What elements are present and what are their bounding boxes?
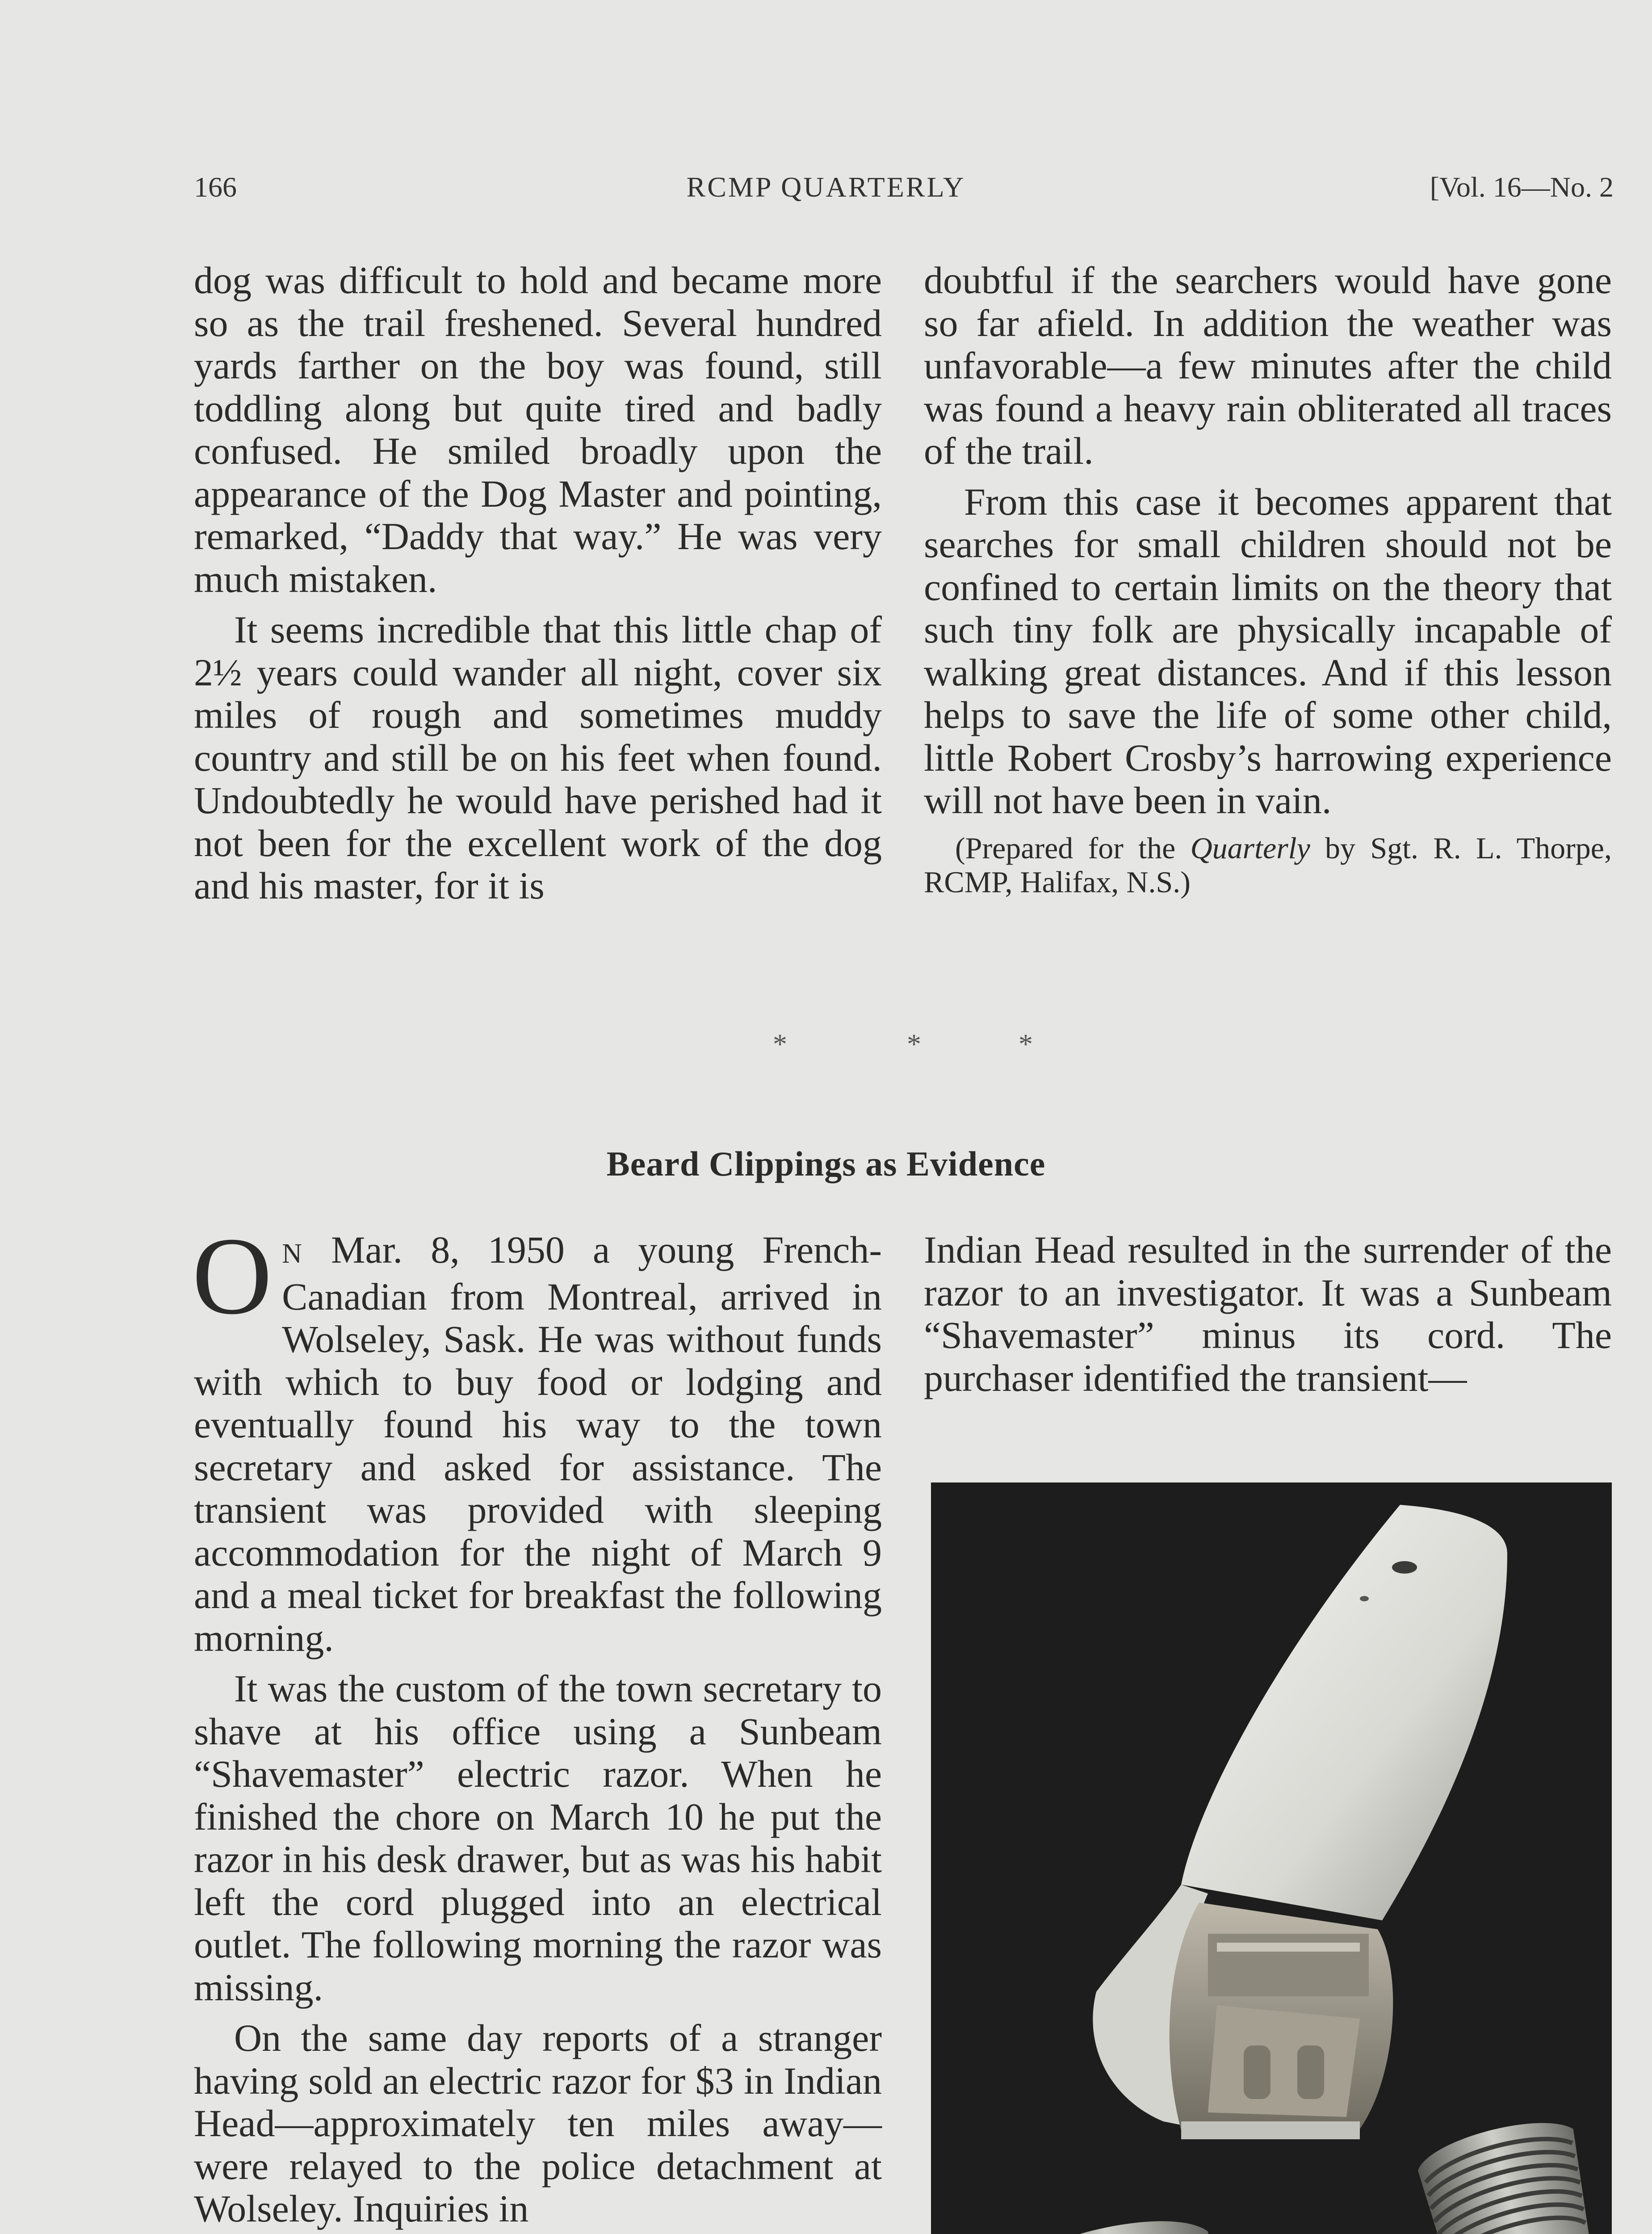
article2-paragraph: Indian Head resulted in the surrender of the razor to an investigator. It was a Sunbeam “Shavemaster” minus its cord. The purchaser identified the transient—: [924, 1228, 1612, 1399]
volume-issue: [Vol. 16—No. 2: [1430, 171, 1614, 203]
article1-right-column: [924, 259, 1612, 899]
page-number: 166: [194, 171, 237, 203]
separator-star: *: [907, 1028, 921, 1060]
drop-cap: O: [192, 1214, 273, 1337]
article2-paragraph: O N Mar. 8, 1950 a young French-Canadian from Montreal, arrived in Wolseley, Sask. He was without funds with which to buy food or lodging and eventually found his way to the town secretary and asked for assistance. The transient was provided with sleeping accommodation for the night of March 9 and a meal ticket for breakfast the following morning.: [192, 1214, 882, 1659]
article2-paragraph: It was the custom of the town secretary to shave at his office using a Sunbeam “Shavemaster” electric razor. When he finished the chore on March 10 he put the razor in his desk drawer, but as was his habit left the cord plugged into an electrical outlet. The following morning the razor was missing.: [194, 1667, 882, 2009]
article2-right-column: [924, 1229, 1612, 1399]
article1-paragraph: From this case it becomes apparent that searches for small children should not be confined to certain limits on the theory that such tiny folk are physically incapable of walking great distances. And if this lesson helps to save the life of some other child, little Robert Crosby’s harrowing experience will not have been in vain.: [924, 480, 1612, 822]
article1-left-column: [194, 259, 882, 907]
article-title: Beard Clippings as Evidence: [606, 1144, 1046, 1183]
article1-paragraph: doubtful if the searchers would have gone so far afield. In addition the weather was unfavorable—a few minutes after the child was found a heavy rain obliterated all traces of the trail.: [924, 259, 1612, 472]
article2-paragraph: On the same day reports of a stranger having sold an electric razor for $3 in Indian Head—approximately ten miles away—were relayed to the police detachment at Wolseley. Inquiries in: [194, 2016, 882, 2230]
separator-star: *: [773, 1028, 787, 1060]
journal-title: RCMP QUARTERLY: [686, 171, 966, 203]
credit-quarterly: Quarterly: [1190, 831, 1310, 865]
article2-left-column: [192, 1214, 882, 2230]
article1-paragraph: dog was difficult to hold and became more so as the trail freshened. Several hundred yards farther on the boy was found, still toddling along but quite tired and badly confused. He smiled broadly upon the appearance of the Dog Master and pointing, remarked, “Daddy that way.” He was very much mistaken.: [194, 259, 882, 600]
article-credit: (Prepared for the Quarterly by Sgt. R. L. Thorpe, RCMP, Halifax, N.S.): [924, 831, 1612, 899]
razor-photo: [931, 1482, 1612, 2234]
article1-paragraph: It seems incredible that this little chap of 2½ years could wander all night, cover six miles of rough and sometimes muddy country and still be on his feet when found. Undoubtedly he would have perished had it not been for the excellent work of the dog and his master, for it is: [194, 608, 882, 907]
separator-star: *: [1019, 1028, 1033, 1060]
